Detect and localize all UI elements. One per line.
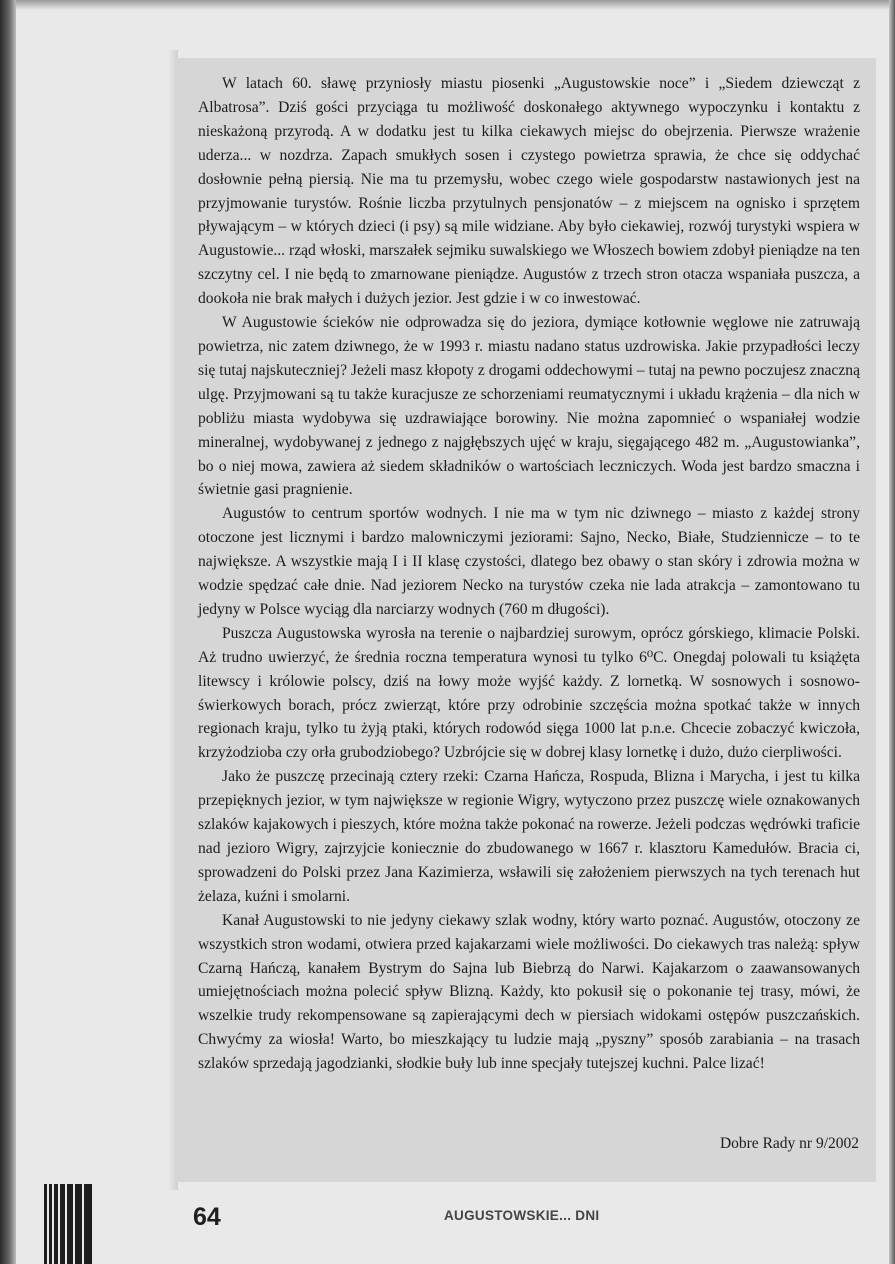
- decorative-bars: [44, 1184, 94, 1264]
- decorative-bar: [75, 1184, 82, 1264]
- page-number: 64: [193, 1203, 221, 1231]
- article-paragraph-6: Kanał Augustowski to nie jedyny ciekawy szlak wodny, który warto poznać. Augustów, otoczony ze wszystkich stron wodami, otwiera przed kajakarzami wiele możliwości. Do ciekawych tras należą: spływ Czarną Hańczą, kanałem Bystrym do Sajna lub Biebrzą do Narwi. Kajakarzom o zaawansowanych umiejętnościach można polecić spływ Blizną. Każdy, kto pokusił się o pokonanie tej trasy, mówi, że wszelkie trudy rekompensowane są zapierającymi dech w piersiach widokami ostępów puszczańskich. Chwyćmy za wiosła! Warto, bo mieszkający tu ludzie mają „pyszny” sposób zarabiania – na trasach szlaków sprzedają jagodzianki, słodkie buły lub inne specjały tutejszej kuchni. Palce lizać!: [198, 911, 860, 1073]
- article-paragraph-5: Jako że puszczę przecinają cztery rzeki: Czarna Hańcza, Rospuda, Blizna i Marycha, i jest tu kilka przepięknych jezior, w tym największe w regionie Wigry, wytyczono przez puszczę wiele oznakowanych szlaków kajakowych i pieszych, które można także pokonać na rowerze. Jeżeli podczas wędrówki traficie nad jezioro Wigry, zajrzyjcie koniecznie do zbudowanego w 1667 r. klasztoru Kamedułów. Bracia ci, sprowadzeni do Polski przez Jana Kazimierza, wsławili się założeniem pierwszych na tych terenach hut żelaza, kuźni i smolarni.: [198, 768, 860, 905]
- article-paragraph-3: Augustów to centrum sportów wodnych. I nie ma w tym nic dziwnego – miasto z każdej strony otoczone jest licznymi i bardzo malowniczymi jeziorami: Sajno, Necko, Białe, Studzienniczе – to te największe. A wszystkie mają I i II klasę czystości, dlatego bez obawy o stan skóry i zdrowia można w wodzie spędzać całe dnie. Nad jeziorem Necko na turystów czeka nie lada atrakcja – zamontowano tu jedyny w Polsce wyciąg dla narciarzy wodnych (760 m długości).: [198, 505, 860, 618]
- article-paragraph-1: W latach 60. sławę przyniosły miastu piosenki „Augustowskie noce” i „Siedem dziewcząt z Albatrosa”. Dziś gości przyciąga tu możliwość doskonałego aktywnego wypoczynku i kontaktu z nieskażoną przyrodą. A w dodatku jest tu kilka ciekawych miejsc do obejrzenia. Pierwsze wrażenie uderza... w nozdrza. Zapach smukłych sosen i czystego powietrza sprawia, że chce się oddychać dosłownie pełną piersią. Nie ma tu przemysłu, wobec czego wiele gospodarstw nastawionych jest na przyjmowanie turystów. Rośnie liczba przytulnych pensjonatów – z miejscem na ognisko i sprzętem pływającym – w których dzieci (i psy) są mile widziane. Aby było ciekawiej, rozwój turystyki wspiera w Augustowie... rząd włoski, marszałek sejmiku suwalskiego we Włoszech bowiem zdobył pieniądze na ten szczytny cel. I nie będą to zmarnowane pieniądze. Augustów z trzech stron otacza wspaniała puszcza, a dookoła nie brak małych i dużych jezior. Jest gdzie i w co inwestować.: [198, 75, 860, 308]
- decorative-bar: [44, 1184, 47, 1264]
- article-body: [198, 72, 860, 1076]
- decorative-bar: [67, 1184, 73, 1264]
- decorative-bar: [49, 1184, 52, 1264]
- article-paragraph-2: W Augustowie ścieków nie odprowadza się do jeziora, dymiące kotłownie węglowe nie zatruwają powietrza, nic zatem dziwnego, że w 1993 r. miastu nadano status uzdrowiska. Jakie przypadłości leczy się tutaj najskuteczniej? Jeżeli masz kłopoty z drogami oddechowymi – tutaj na pewno poczujesz znaczną ulgę. Przyjmowani są tu także kuracjusze ze schorzeniami reumatycznymi i układu krążenia – dla nich w pobliżu miasta wydobywa się uzdrawiające borowiny. Nie można zapomnieć o wspaniałej wodzie mineralnej, wydobywanej z jednego z najgłębszych ujęć w kraju, sięgającego 482 m. „Augustowianka”, bo o niej mowa, zawiera aż siedem składników o wartościach leczniczych. Woda jest bardzo smaczna i świetnie gasi pragnienie.: [198, 314, 860, 499]
- scan-top-edge: [0, 0, 895, 10]
- decorative-bar: [84, 1184, 92, 1264]
- running-head: AUGUSTOWSKIE... DNI: [444, 1208, 600, 1223]
- article-source: Dobre Rady nr 9/2002: [719, 1135, 859, 1152]
- decorative-bar: [54, 1184, 58, 1264]
- scan-left-edge: [0, 0, 16, 1264]
- decorative-bar: [60, 1184, 65, 1264]
- scan-right-edge: [889, 0, 895, 1264]
- article-paragraph-4: Puszcza Augustowska wyrosła na terenie o najbardziej surowym, oprócz górskiego, klimacie Polski. Aż trudno uwierzyć, że średnia roczna temperatura wynosi tu tylko 6⁰C. Onegdaj polowali tu książęta litewscy i królowie polscy, dziś na łowy może wyjść każdy. Z lornetką. W sosnowych i sosnowo-świerkowych borach, prócz zwierząt, które przy odrobinie szczęścia można spotkać także w innych regionach kraju, tylko tu żyją ptaki, których rodowód sięga 1000 lat p.n.e. Chcecie zobaczyć kwiczoła, krzyżodzioba czy orła grubodziobego? Uzbrójcie się w dobrej klasy lornetkę i dużo, dużo cierpliwości.: [198, 624, 860, 762]
